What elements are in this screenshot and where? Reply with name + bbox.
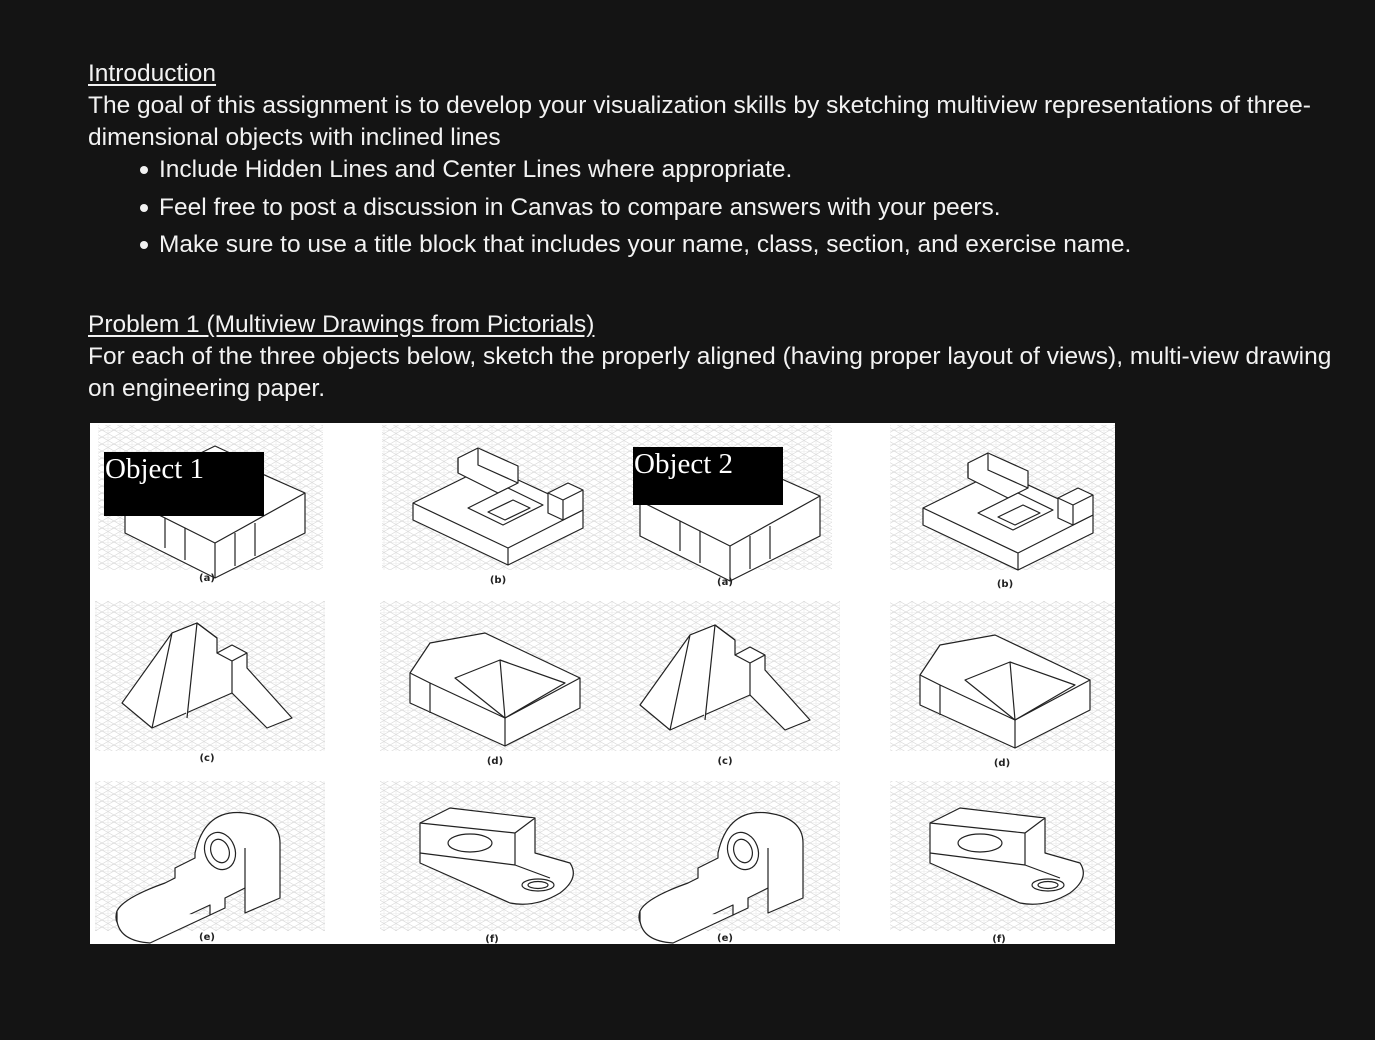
- assignment-text: [88, 58, 1338, 405]
- caption-e: (e): [717, 933, 733, 944]
- pictorial-figure: [90, 423, 1115, 944]
- caption-b: (b): [489, 575, 507, 586]
- problem-heading: Problem 1 (Multiview Drawings from Pictorials): [88, 310, 595, 338]
- instruction-list: [88, 154, 1338, 267]
- instruction-bullet: Feel free to post a discussion in Canvas to compare answers with your peers.: [138, 192, 1338, 230]
- instruction-bullet: Include Hidden Lines and Center Lines where appropriate.: [138, 154, 1338, 192]
- caption-c: (c): [717, 756, 733, 767]
- caption-b: (b): [996, 579, 1014, 590]
- caption-f: (f): [485, 934, 499, 944]
- caption-c: (c): [199, 753, 215, 764]
- caption-f: (f): [992, 934, 1006, 944]
- instruction-bullet: Make sure to use a title block that includes your name, class, section, and exercise name.: [138, 229, 1338, 267]
- problem-text: For each of the three objects below, sketch the properly aligned (having proper layout of views), multi-view drawing on engineering paper.: [88, 342, 1332, 402]
- caption-d: (d): [486, 756, 504, 767]
- caption-e: (e): [199, 932, 215, 943]
- caption-d: (d): [993, 758, 1011, 769]
- object-2-label: Object 2: [633, 447, 783, 505]
- object-1-label: Object 1: [104, 452, 264, 516]
- intro-text: The goal of this assignment is to develop your visualization skills by sketching multiview representations of three-dimensional objects with inclined lines: [88, 92, 1311, 151]
- caption-a: (a): [199, 573, 215, 584]
- intro-heading: Introduction: [88, 60, 217, 87]
- caption-a: (a): [717, 577, 733, 588]
